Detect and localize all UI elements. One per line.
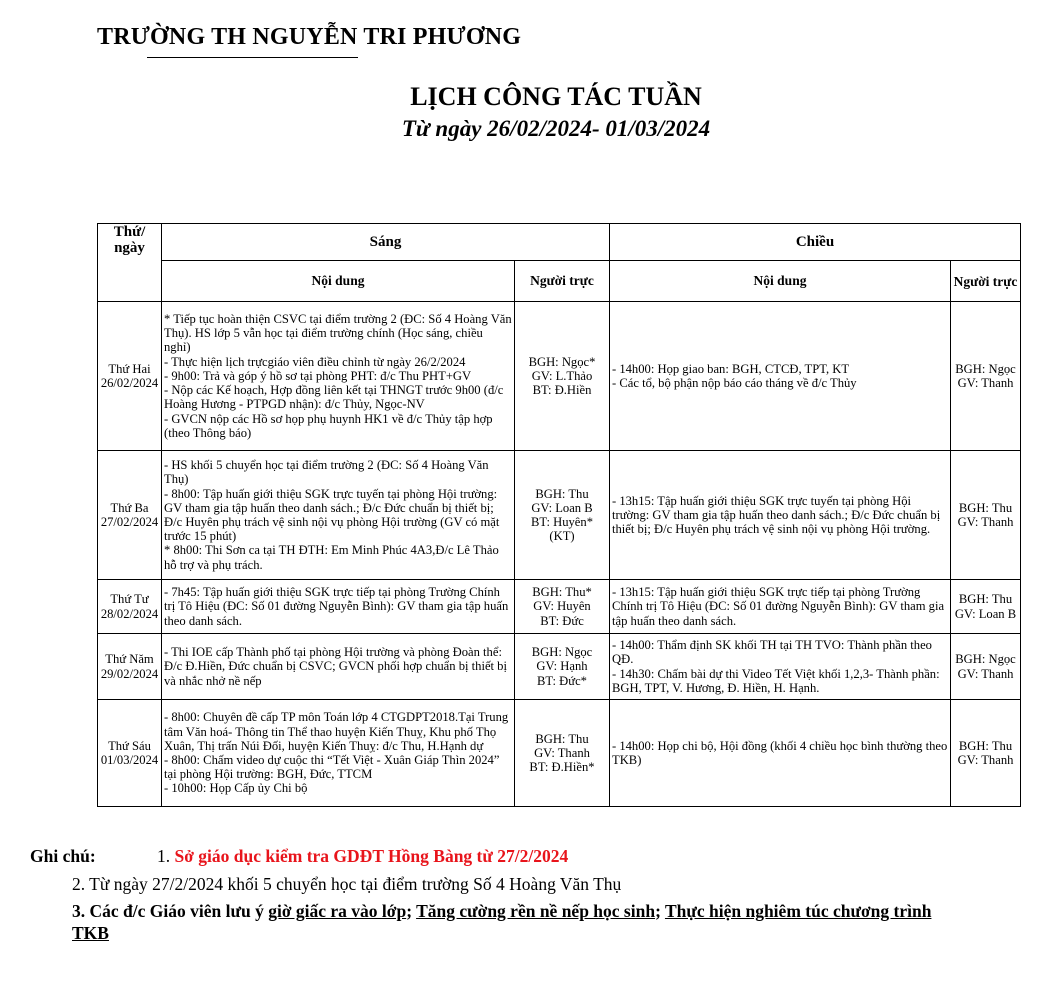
cell-line: BGH: Thu*: [532, 585, 592, 600]
cell-line: BGH: Thu: [958, 500, 1013, 515]
cell-line: * Tiếp tục hoàn thiện CSVC tại điểm trường 2 (ĐC: Số 4 Hoàng Văn Thụ). HS lớp 5 vẫn học tại điểm trường chính (Học sáng, chiều nghỉ): [164, 312, 512, 355]
date-label: 28/02/2024: [100, 606, 159, 621]
notes-label: Ghi chú:: [30, 846, 96, 866]
cell-line: - Thi IOE cấp Thành phố tại phòng Hội trường và phòng Đoàn thể: Đ/c Đ.Hiền, Đức chuẩn bị CSVC; GVCN phối hợp chuẩn bị thiết bị và nhắc nhở nề nếp: [164, 645, 507, 688]
cell-line: * 8h00: Thi Sơn ca tại TH ĐTH: Em Minh Phúc 4A3,Đ/c Lê Thảo hỗ trợ và phụ trách.: [164, 543, 499, 572]
cell-line: - 14h30: Chấm bài dự thi Video Tết Việt khối 1,2,3- Thành phần: BGH, TPT, V. Hương, Đ. Hiền, H. Hạnh.: [612, 666, 940, 695]
table-row: [98, 700, 1021, 807]
cell-line: BT: Đức*: [537, 673, 587, 688]
table-row: [98, 634, 1021, 700]
cell-line: - 14h00: Họp chi bộ, Hội đồng (khối 4 chiều học bình thường theo TKB): [612, 738, 948, 767]
date-label: 29/02/2024: [100, 666, 159, 681]
cell-line: - 14h00: Họp giao ban: BGH, CTCĐ, TPT, KT: [612, 361, 850, 376]
weekday-label: Thứ Ba: [110, 500, 149, 515]
school-name: TRƯỜNG TH NGUYỄN TRI PHƯƠNG: [97, 24, 522, 50]
cell-line: BT: Huyên*: [531, 515, 593, 529]
weekday-label: Thứ Sáu: [108, 738, 151, 753]
afternoon-duty-cell: [951, 700, 1021, 807]
cell-line: GV: Thanh: [957, 376, 1014, 390]
cell-line: BT: Đ.Hiền: [532, 383, 592, 398]
afternoon-content-cell: [610, 302, 951, 451]
cell-line: BT: Đ.Hiền*: [529, 760, 595, 775]
cell-line: BGH: Thu: [958, 738, 1013, 753]
cell-line: - GVCN nộp các Hồ sơ họp phụ huynh HK1 về đ/c Thủy tập hợp (theo Thông báo): [164, 411, 493, 440]
table-row: [98, 451, 1021, 580]
morning-content-cell: [162, 302, 515, 451]
cell-line: BGH: Ngọc*: [528, 354, 596, 369]
day-cell: [98, 451, 162, 580]
cell-line: - 13h15: Tập huấn giới thiệu SGK trực tiếp tại phòng Trường Chính trị Tô Hiệu (ĐC: Số 01 đường Nguyễn Bình): GV tham gia tập huấn theo danh sách.: [612, 585, 945, 628]
header-morning: Sáng: [162, 224, 610, 261]
header-morning-duty: Người trực: [515, 261, 610, 302]
document-title: LỊCH CÔNG TÁC TUẦN: [410, 82, 702, 111]
cell-line: GV: Thanh: [957, 515, 1014, 529]
morning-content-cell: [162, 580, 515, 634]
cell-line: BT: Đức: [540, 613, 584, 628]
afternoon-content-cell: [610, 451, 951, 580]
cell-line: - 8h00: Chuyên đề cấp TP môn Toán lớp 4 CTGDPT2018.Tại Trung tâm Văn hoá- Thông tin Thể thao huyện Kiến Thuỵ, Khu phố Thọ Xuân, Thị trấn Núi Đối, huyện Kiến Thuỵ: đ/c Thu, H.Hạnh dự: [164, 710, 509, 753]
cell-line: - 14h00: Thẩm định SK khối TH tại TH TVO: Thành phần theo QĐ.: [612, 638, 932, 667]
table-header-row: [98, 224, 1021, 261]
table-row: [98, 302, 1021, 451]
note-1: [30, 846, 569, 867]
afternoon-duty-cell: [951, 580, 1021, 634]
note-3: 3. Các đ/c Giáo viên lưu ý giờ giấc ra vào lớp; Tăng cường rền nề nếp học sinh; Thực hiện nghiêm túc chương trình TKB: [72, 901, 932, 943]
header-afternoon-content: Nội dung: [610, 261, 951, 302]
cell-line: - Các tổ, bộ phận nộp báo cáo tháng về đ/c Thủy: [612, 376, 857, 390]
header-afternoon: Chiều: [610, 224, 1021, 261]
weekday-label: Thứ Tư: [110, 592, 149, 607]
cell-line: GV: Thanh: [534, 745, 590, 760]
weekday-label: Thứ Hai: [108, 361, 151, 376]
cell-line: GV: Loan B: [954, 606, 1017, 621]
note-2: 2. Từ ngày 27/2/2024 khối 5 chuyển học tại điểm trường Số 4 Hoàng Văn Thụ: [72, 874, 622, 894]
afternoon-duty-cell: [951, 451, 1021, 580]
afternoon-content-cell: [610, 580, 951, 634]
cell-line: GV: Huyên: [533, 599, 591, 614]
morning-content-cell: [162, 451, 515, 580]
cell-line: - Thực hiện lịch trựcgiáo viên điều chỉnh từ ngày 26/2/2024: [164, 354, 466, 369]
cell-line: BGH: Ngọc: [955, 652, 1016, 667]
morning-duty-cell: [515, 580, 610, 634]
day-cell: [98, 634, 162, 700]
morning-duty-cell: [515, 302, 610, 451]
document-date-range: Từ ngày 26/02/2024- 01/03/2024: [401, 116, 711, 141]
afternoon-content-cell: [610, 700, 951, 807]
schedule-table: [97, 223, 1021, 807]
morning-duty-cell: [515, 700, 610, 807]
cell-line: - 10h00: Họp Cấp ủy Chi bộ: [164, 781, 308, 796]
morning-duty-cell: [515, 451, 610, 580]
weekday-label: Thứ Năm: [105, 652, 154, 667]
cell-line: - 7h45: Tập huấn giới thiệu SGK trực tiếp tại phòng Trường Chính trị Tô Hiệu (ĐC: Số 01 đường Nguyễn Bình): GV tham gia tập huấn theo danh sách.: [164, 585, 509, 628]
day-cell: [98, 700, 162, 807]
date-label: 27/02/2024: [100, 515, 159, 529]
cell-line: - 8h00: Tập huấn giới thiệu SGK trực tuyến tại phòng Hội trường: GV tham gia tập huấn theo danh sách.; Đ/c Đức chuẩn bị thiết bị; Đ/c Huyên phụ trách vệ sinh nội vụ phòng Hội trường (GV có mặt trước 15 phút): [164, 486, 500, 544]
morning-content-cell: [162, 700, 515, 807]
cell-line: GV: Hạnh: [536, 659, 588, 674]
cell-line: GV: Thanh: [957, 753, 1014, 767]
cell-line: BGH: Ngọc: [531, 645, 593, 660]
cell-line: BGH: Thu: [535, 731, 589, 746]
cell-line: - HS khối 5 chuyển học tại điểm trường 2 (ĐC: Số 4 Hoàng Văn Thụ): [164, 458, 489, 487]
cell-line: - 13h15: Tập huấn giới thiệu SGK trực tuyến tại phòng Hội trường: GV tham gia tập huấn theo danh sách.; Đ/c Đức chuẩn bị thiết bị; Đ/c Huyên phụ trách vệ sinh nội vụ phòng Hội trường.: [612, 493, 941, 537]
afternoon-content-cell: [610, 634, 951, 700]
cell-line: GV: Thanh: [957, 666, 1014, 681]
table-subheader-row: [98, 261, 1021, 302]
cell-line: (KT): [549, 529, 575, 544]
date-label: 26/02/2024: [100, 376, 159, 390]
table-row: [98, 580, 1021, 634]
date-label: 01/03/2024: [100, 753, 159, 767]
afternoon-duty-cell: [951, 634, 1021, 700]
morning-content-cell: [162, 634, 515, 700]
cell-line: GV: Loan B: [531, 500, 593, 515]
cell-line: - 9h00: Trả và góp ý hồ sơ tại phòng PHT: đ/c Thu PHT+GV: [164, 368, 472, 383]
cell-line: BGH: Ngọc: [955, 361, 1016, 376]
cell-line: BGH: Thu: [535, 486, 589, 501]
school-underline: [147, 57, 358, 58]
header-afternoon-duty: Người trực: [951, 261, 1021, 302]
cell-line: - 8h00: Chấm video dự cuộc thi “Tết Việt - Xuân Giáp Thìn 2024” tại phòng Hội trường: BGH, Đức, TTCM: [164, 753, 500, 782]
morning-duty-cell: [515, 634, 610, 700]
note-1-text: 1. Sở giáo dục kiểm tra GDĐT Hồng Bàng từ 27/2/2024: [157, 846, 569, 866]
afternoon-duty-cell: [951, 302, 1021, 451]
day-cell: [98, 580, 162, 634]
header-day: Thứ/ ngày: [98, 224, 162, 302]
cell-line: BGH: Thu: [958, 592, 1013, 607]
day-cell: [98, 302, 162, 451]
cell-line: - Nộp các Kế hoạch, Hợp đồng liên kết tại THNGT trước 9h00 (đ/c Hoàng Hương - PTPGD nhận): đ/c Thủy, Ngọc-NV: [164, 383, 504, 412]
header-morning-content: Nội dung: [162, 261, 515, 302]
cell-line: GV: L.Thảo: [531, 368, 593, 383]
